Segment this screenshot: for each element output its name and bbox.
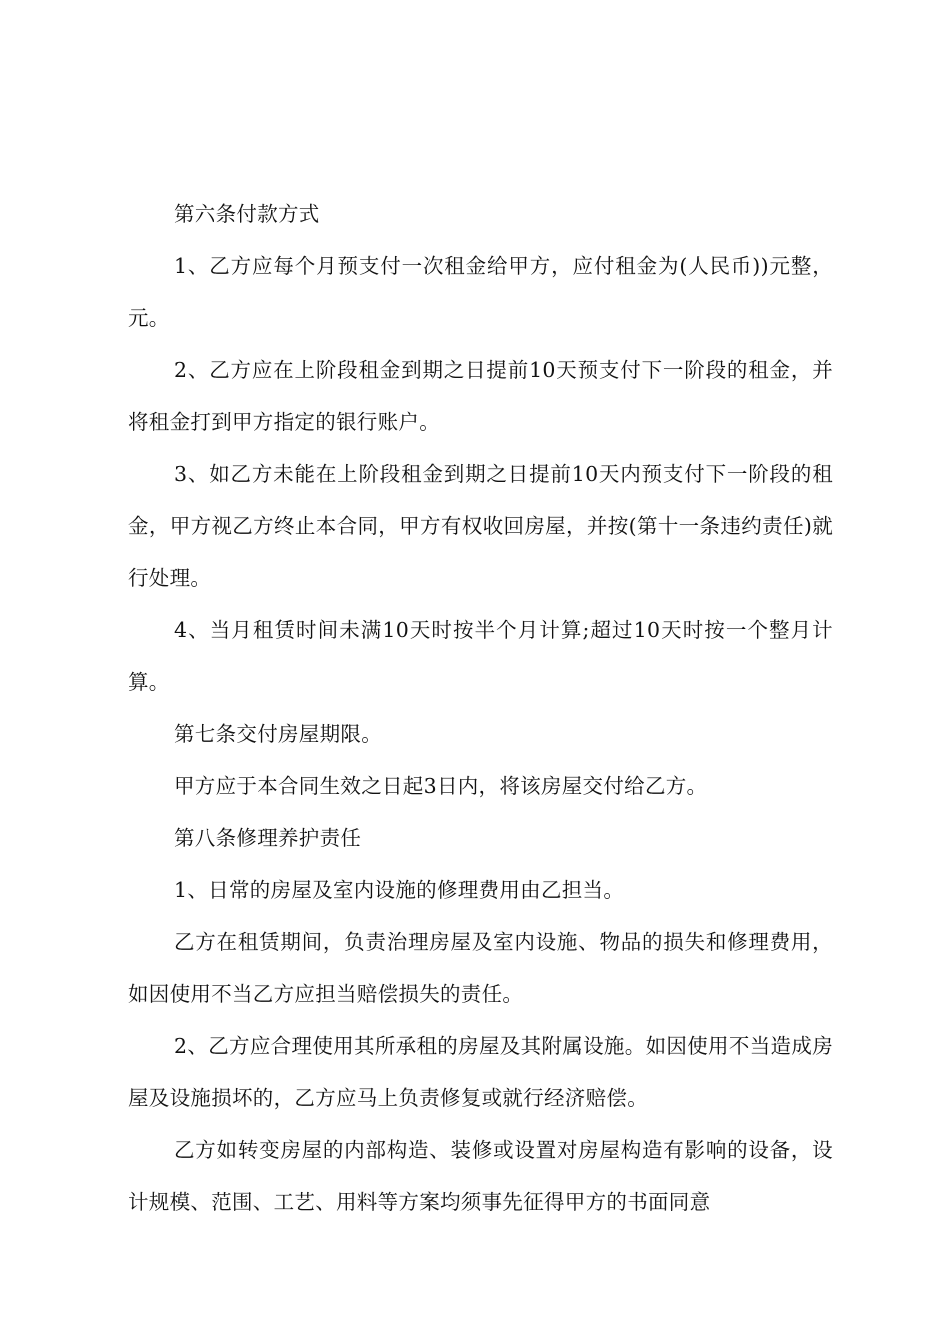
paragraph-8-1-detail: 乙方在租赁期间，负责治理房屋及室内设施、物品的损失和修理费用，如因使用不当乙方应担当赔偿损失的责任。 [128, 930, 833, 1006]
heading-article-8: 第八条修理养护责任 [174, 826, 362, 850]
heading-article-7: 第七条交付房屋期限。 [174, 722, 382, 746]
paragraph-8-2: 2、乙方应合理使用其所承租的房屋及其附属设施。如因使用不当造成房屋及设施损坏的，乙方应马上负责修复或就行经济赔偿。 [128, 1034, 833, 1110]
paragraph-6-4: 4、当月租赁时间未满10天时按半个月计算;超过10天时按一个整月计算。 [128, 618, 833, 694]
document-body [128, 188, 833, 1228]
paragraph-6-1: 1、乙方应每个月预支付一次租金给甲方，应付租金为(人民币))元整，元。 [128, 254, 833, 330]
paragraph-8-2-detail: 乙方如转变房屋的内部构造、装修或设置对房屋构造有影响的设备，设计规模、范围、工艺、用料等方案均须事先征得甲方的书面同意 [128, 1138, 833, 1214]
heading-article-6: 第六条付款方式 [174, 202, 320, 226]
paragraph-6-2: 2、乙方应在上阶段租金到期之日提前10天预支付下一阶段的租金，并将租金打到甲方指定的银行账户。 [128, 358, 833, 434]
paragraph-7: 甲方应于本合同生效之日起3日内，将该房屋交付给乙方。 [174, 774, 708, 798]
paragraph-8-1: 1、日常的房屋及室内设施的修理费用由乙担当。 [174, 878, 625, 902]
paragraph-6-3: 3、如乙方未能在上阶段租金到期之日提前10天内预支付下一阶段的租金，甲方视乙方终止本合同，甲方有权收回房屋，并按(第十一条违约责任)就行处理。 [128, 462, 833, 590]
